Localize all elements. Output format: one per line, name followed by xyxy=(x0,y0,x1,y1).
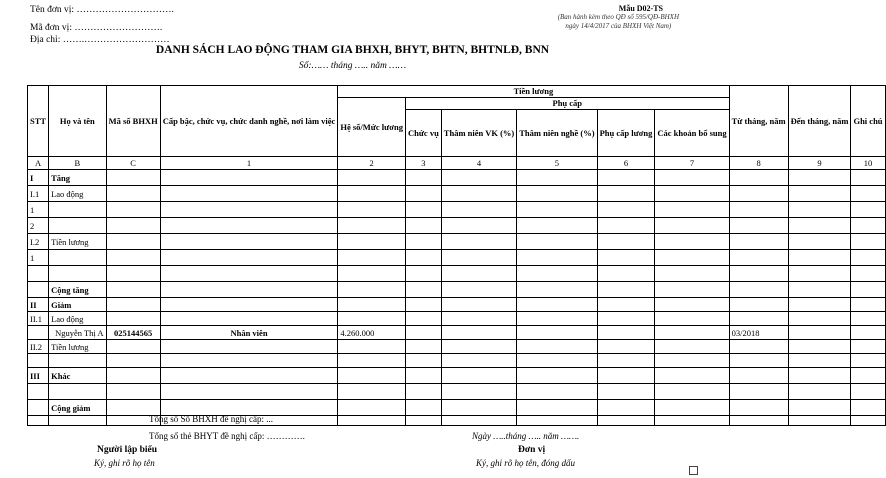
row-coef xyxy=(338,368,406,384)
empty-cell xyxy=(788,354,851,368)
column-code-cell: 3 xyxy=(405,157,441,170)
empty-cell xyxy=(405,218,441,234)
empty-cell xyxy=(851,312,885,326)
row-code xyxy=(106,340,160,354)
empty-cell xyxy=(517,368,597,384)
empty-cell xyxy=(441,368,516,384)
row-from xyxy=(729,400,788,416)
form-note-line-1: (Ban hành kèm theo QĐ số 595/QĐ-BHXH xyxy=(557,13,679,21)
col-header-allow-job: Thâm niên nghề (%) xyxy=(517,110,597,157)
row-code xyxy=(106,186,160,202)
row-stt: II.2 xyxy=(28,340,49,354)
row-coef xyxy=(338,186,406,202)
row-position xyxy=(160,266,338,282)
row-position xyxy=(160,234,338,250)
row-position xyxy=(160,186,338,202)
col-header-stt: STT xyxy=(28,86,49,157)
column-code-row xyxy=(28,157,886,170)
empty-cell xyxy=(851,282,885,298)
empty-cell xyxy=(788,186,851,202)
document-title: DANH SÁCH LAO ĐỘNG THAM GIA BHXH, BHYT, BHTN, BHTNLĐ, BNN xyxy=(155,44,550,56)
row-code xyxy=(106,368,160,384)
empty-cell xyxy=(597,298,655,312)
empty-cell xyxy=(851,340,885,354)
empty-cell xyxy=(597,234,655,250)
table-row xyxy=(28,312,886,326)
column-code-cell: 9 xyxy=(788,157,851,170)
empty-cell xyxy=(597,340,655,354)
row-coef xyxy=(338,218,406,234)
date-line: Ngày …..tháng ….. năm ……. xyxy=(472,431,580,441)
empty-cell xyxy=(597,266,655,282)
empty-cell xyxy=(788,326,851,340)
empty-cell xyxy=(655,218,729,234)
empty-cell xyxy=(597,170,655,186)
row-coef xyxy=(338,354,406,368)
row-coef xyxy=(338,312,406,326)
empty-cell xyxy=(655,234,729,250)
row-from xyxy=(729,384,788,400)
row-position xyxy=(160,170,338,186)
row-name xyxy=(49,266,106,282)
empty-cell xyxy=(851,400,885,416)
row-stt xyxy=(28,266,49,282)
empty-cell xyxy=(597,368,655,384)
empty-cell xyxy=(405,266,441,282)
col-header-allow-vk: Thâm niên VK (%) xyxy=(441,110,516,157)
row-name xyxy=(49,354,106,368)
row-from xyxy=(729,368,788,384)
unit-title: Đơn vị xyxy=(518,445,546,455)
empty-cell xyxy=(788,202,851,218)
empty-cell xyxy=(405,368,441,384)
empty-cell xyxy=(441,234,516,250)
empty-cell xyxy=(405,312,441,326)
row-name: Tiền lương xyxy=(49,340,106,354)
empty-cell xyxy=(517,218,597,234)
row-from xyxy=(729,266,788,282)
empty-cell xyxy=(405,340,441,354)
empty-cell xyxy=(655,312,729,326)
row-from xyxy=(729,202,788,218)
empty-cell xyxy=(517,416,597,426)
col-header-allow-other: Các khoản bổ sung xyxy=(655,110,729,157)
row-stt xyxy=(28,384,49,400)
col-header-coef: Hệ số/Mức lương xyxy=(338,98,406,157)
form-note xyxy=(558,13,679,31)
table-row xyxy=(28,250,886,266)
empty-cell xyxy=(655,282,729,298)
table-row xyxy=(28,368,886,384)
table-row xyxy=(28,340,886,354)
table-row xyxy=(28,326,886,340)
row-coef xyxy=(338,400,406,416)
empty-cell xyxy=(788,282,851,298)
empty-cell xyxy=(405,170,441,186)
row-stt: I xyxy=(28,170,49,186)
row-name xyxy=(49,202,106,218)
unit-name-line: Tên đơn vị: …………………………. xyxy=(30,5,174,15)
empty-cell xyxy=(851,298,885,312)
column-code-cell: C xyxy=(106,157,160,170)
row-from xyxy=(729,186,788,202)
empty-cell xyxy=(788,170,851,186)
row-stt xyxy=(28,282,49,298)
column-code-cell: 5 xyxy=(517,157,597,170)
row-name: Tiền lương xyxy=(49,234,106,250)
empty-cell xyxy=(655,170,729,186)
empty-cell xyxy=(441,340,516,354)
row-name: Khác xyxy=(49,368,106,384)
empty-cell xyxy=(788,266,851,282)
empty-cell xyxy=(405,326,441,340)
row-position xyxy=(160,312,338,326)
empty-cell xyxy=(597,400,655,416)
empty-cell xyxy=(655,202,729,218)
row-from xyxy=(729,170,788,186)
row-from xyxy=(729,250,788,266)
table-row xyxy=(28,234,886,250)
row-stt xyxy=(28,416,49,426)
row-position: Nhân viên xyxy=(160,326,338,340)
checkbox-icon xyxy=(689,466,698,475)
empty-cell xyxy=(597,384,655,400)
form-note-line-2: ngày 14/4/2017 của BHXH Việt Nam) xyxy=(565,22,672,30)
row-position xyxy=(160,354,338,368)
column-code-cell: 1 xyxy=(160,157,338,170)
row-coef xyxy=(338,416,406,426)
empty-cell xyxy=(517,186,597,202)
empty-cell xyxy=(441,218,516,234)
row-name: Nguyễn Thị A xyxy=(49,326,106,340)
empty-cell xyxy=(788,312,851,326)
total-books: Tổng số Sổ BHXH đề nghị cấp: ... xyxy=(149,414,273,424)
row-stt xyxy=(28,354,49,368)
empty-cell xyxy=(405,400,441,416)
empty-cell xyxy=(788,340,851,354)
row-position xyxy=(160,218,338,234)
column-code-cell: B xyxy=(49,157,106,170)
row-stt: I.2 xyxy=(28,234,49,250)
empty-cell xyxy=(517,298,597,312)
column-code-cell: 6 xyxy=(597,157,655,170)
empty-cell xyxy=(655,354,729,368)
row-coef xyxy=(338,282,406,298)
empty-cell xyxy=(655,250,729,266)
empty-cell xyxy=(655,416,729,426)
document-number: Số:…… tháng ….. năm …… xyxy=(298,61,407,71)
col-header-position: Cấp bậc, chức vụ, chức danh nghề, nơi làm việc xyxy=(160,86,338,157)
row-code xyxy=(106,170,160,186)
column-code-cell: 4 xyxy=(441,157,516,170)
empty-cell xyxy=(655,384,729,400)
col-header-allowance: Phụ cấp xyxy=(405,98,729,110)
empty-cell xyxy=(655,368,729,384)
row-name: Lao động xyxy=(49,186,106,202)
col-header-allow-salary: Phụ cấp lương xyxy=(597,110,655,157)
employee-table xyxy=(27,85,886,426)
empty-cell xyxy=(788,384,851,400)
empty-cell xyxy=(597,282,655,298)
empty-cell xyxy=(788,298,851,312)
total-cards: Tổng số thẻ BHYT đề nghị cấp: …………. xyxy=(149,431,305,441)
row-stt: III xyxy=(28,368,49,384)
row-stt xyxy=(28,400,49,416)
empty-cell xyxy=(851,416,885,426)
empty-cell xyxy=(517,384,597,400)
row-coef xyxy=(338,202,406,218)
empty-cell xyxy=(441,312,516,326)
row-code xyxy=(106,298,160,312)
empty-cell xyxy=(788,416,851,426)
table-row xyxy=(28,282,886,298)
empty-cell xyxy=(441,250,516,266)
row-position xyxy=(160,250,338,266)
row-from xyxy=(729,234,788,250)
row-code xyxy=(106,384,160,400)
row-code xyxy=(106,234,160,250)
empty-cell xyxy=(517,312,597,326)
empty-cell xyxy=(441,298,516,312)
column-code-cell: A xyxy=(28,157,49,170)
row-position xyxy=(160,340,338,354)
empty-cell xyxy=(405,202,441,218)
empty-cell xyxy=(441,354,516,368)
row-code xyxy=(106,282,160,298)
row-name: Lao động xyxy=(49,312,106,326)
row-stt: 2 xyxy=(28,218,49,234)
empty-cell xyxy=(517,354,597,368)
empty-cell xyxy=(597,186,655,202)
row-coef xyxy=(338,250,406,266)
row-coef xyxy=(338,234,406,250)
empty-cell xyxy=(788,368,851,384)
empty-cell xyxy=(405,298,441,312)
empty-cell xyxy=(405,384,441,400)
empty-cell xyxy=(788,400,851,416)
col-header-from: Từ tháng, năm xyxy=(729,86,788,157)
empty-cell xyxy=(441,282,516,298)
empty-cell xyxy=(851,218,885,234)
row-coef xyxy=(338,298,406,312)
form-number: Mẫu D02-TS xyxy=(618,4,663,13)
row-name: Giảm xyxy=(49,298,106,312)
row-position xyxy=(160,282,338,298)
column-code-cell: 10 xyxy=(851,157,885,170)
row-from xyxy=(729,354,788,368)
empty-cell xyxy=(517,170,597,186)
empty-cell xyxy=(441,416,516,426)
row-coef: 4.260.000 xyxy=(338,326,406,340)
unit-note: Ký, ghi rõ họ tên, đóng dấu xyxy=(476,458,575,468)
empty-cell xyxy=(851,266,885,282)
row-code xyxy=(106,312,160,326)
col-header-code: Mã số BHXH xyxy=(106,86,160,157)
empty-cell xyxy=(517,340,597,354)
empty-cell xyxy=(597,312,655,326)
empty-cell xyxy=(405,234,441,250)
row-name xyxy=(49,416,106,426)
row-from xyxy=(729,218,788,234)
empty-cell xyxy=(517,282,597,298)
empty-cell xyxy=(405,186,441,202)
table-row xyxy=(28,384,886,400)
empty-cell xyxy=(597,202,655,218)
row-stt: I.1 xyxy=(28,186,49,202)
empty-cell xyxy=(788,250,851,266)
row-coef xyxy=(338,340,406,354)
row-stt: II.1 xyxy=(28,312,49,326)
col-header-allow-pos: Chức vụ xyxy=(405,110,441,157)
table-row xyxy=(28,202,886,218)
empty-cell xyxy=(441,266,516,282)
table-row xyxy=(28,354,886,368)
col-header-note: Ghi chú xyxy=(851,86,885,157)
row-name xyxy=(49,250,106,266)
empty-cell xyxy=(851,326,885,340)
empty-cell xyxy=(405,416,441,426)
row-coef xyxy=(338,384,406,400)
row-stt xyxy=(28,326,49,340)
empty-cell xyxy=(405,282,441,298)
column-code-cell: 2 xyxy=(338,157,406,170)
row-name: Tăng xyxy=(49,170,106,186)
empty-cell xyxy=(851,170,885,186)
row-position xyxy=(160,384,338,400)
row-code: 025144565 xyxy=(106,326,160,340)
row-name xyxy=(49,384,106,400)
empty-cell xyxy=(851,384,885,400)
empty-cell xyxy=(655,400,729,416)
empty-cell xyxy=(441,202,516,218)
row-stt: II xyxy=(28,298,49,312)
empty-cell xyxy=(517,250,597,266)
empty-cell xyxy=(441,170,516,186)
empty-cell xyxy=(655,326,729,340)
empty-cell xyxy=(655,186,729,202)
empty-cell xyxy=(517,326,597,340)
empty-cell xyxy=(405,250,441,266)
row-position xyxy=(160,202,338,218)
row-name: Cộng tăng xyxy=(49,282,106,298)
column-code-cell: 7 xyxy=(655,157,729,170)
row-coef xyxy=(338,170,406,186)
empty-cell xyxy=(517,202,597,218)
empty-cell xyxy=(441,326,516,340)
empty-cell xyxy=(597,416,655,426)
address-line: Địa chỉ: …….……………………… xyxy=(30,35,170,45)
row-name: Cộng giảm xyxy=(49,400,106,416)
row-code xyxy=(106,354,160,368)
empty-cell xyxy=(851,234,885,250)
table-row xyxy=(28,266,886,282)
empty-cell xyxy=(517,234,597,250)
row-code xyxy=(106,250,160,266)
empty-cell xyxy=(788,218,851,234)
empty-cell xyxy=(851,202,885,218)
row-from xyxy=(729,282,788,298)
col-header-to: Đến tháng, năm xyxy=(788,86,851,157)
empty-cell xyxy=(597,218,655,234)
empty-cell xyxy=(788,234,851,250)
row-from xyxy=(729,298,788,312)
table-row xyxy=(28,298,886,312)
row-code xyxy=(106,266,160,282)
preparer-title: Người lập biểu xyxy=(97,445,158,455)
row-code xyxy=(106,218,160,234)
empty-cell xyxy=(441,186,516,202)
empty-cell xyxy=(597,326,655,340)
row-coef xyxy=(338,266,406,282)
col-header-salary: Tiền lương xyxy=(338,86,729,98)
table-row xyxy=(28,218,886,234)
empty-cell xyxy=(851,250,885,266)
row-position xyxy=(160,298,338,312)
empty-cell xyxy=(597,354,655,368)
row-code xyxy=(106,202,160,218)
empty-cell xyxy=(517,266,597,282)
empty-cell xyxy=(851,186,885,202)
unit-code-line: Mã đơn vị: ………………………. xyxy=(30,23,163,33)
empty-cell xyxy=(655,340,729,354)
empty-cell xyxy=(441,384,516,400)
empty-cell xyxy=(655,266,729,282)
row-position xyxy=(160,368,338,384)
table-row xyxy=(28,186,886,202)
preparer-note: Ký, ghi rõ họ tên xyxy=(94,458,155,468)
empty-cell xyxy=(655,298,729,312)
row-from: 03/2018 xyxy=(729,326,788,340)
row-stt: 1 xyxy=(28,250,49,266)
table-row xyxy=(28,170,886,186)
col-header-name: Họ và tên xyxy=(49,86,106,157)
row-from xyxy=(729,312,788,326)
row-from xyxy=(729,416,788,426)
row-stt: 1 xyxy=(28,202,49,218)
empty-cell xyxy=(441,400,516,416)
empty-cell xyxy=(405,354,441,368)
empty-cell xyxy=(851,368,885,384)
row-name xyxy=(49,218,106,234)
empty-cell xyxy=(597,250,655,266)
empty-cell xyxy=(517,400,597,416)
empty-cell xyxy=(851,354,885,368)
column-code-cell: 8 xyxy=(729,157,788,170)
row-from xyxy=(729,340,788,354)
